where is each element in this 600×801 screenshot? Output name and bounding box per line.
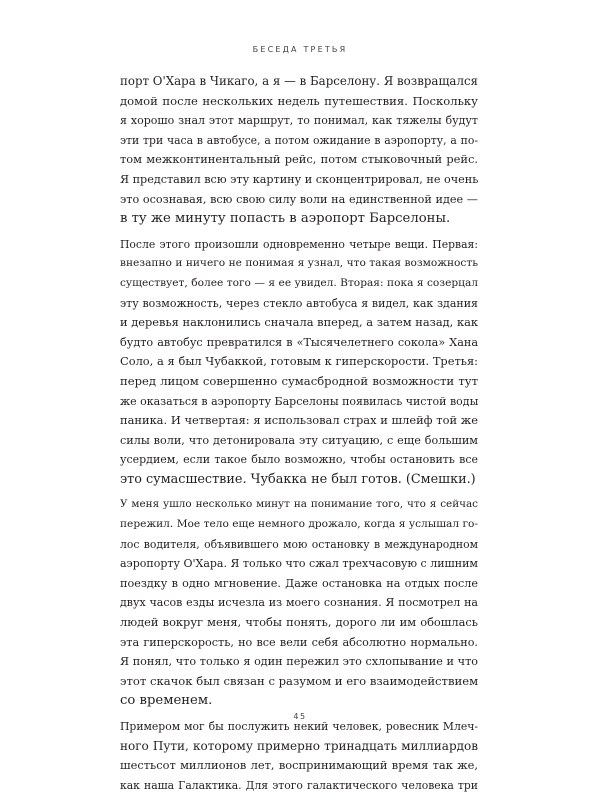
text-line: внезапно и ничего не понимая я узнал, что такая возможность	[120, 257, 478, 270]
text-line: пережил. Мое тело еще немного дрожало, когда я услышал го-	[120, 518, 478, 531]
paragraph	[120, 72, 478, 229]
text-line: паника. И четвертая: я использовал страх и шлейф той же	[120, 413, 478, 428]
text-line: аэропорту О'Хара. Я только что сжал трехчасовую с лишним	[120, 557, 478, 571]
text-line: Соло, а я был Чубаккой, готовым к гиперскорости. Третья:	[120, 354, 478, 369]
text-line: порт О'Хара в Чикаго, а я — в Барселону. Я возвращался	[120, 74, 478, 88]
text-line: людей вокруг меня, чтобы понять, дорого ли им обошлась	[120, 615, 478, 630]
running-head: БЕСЕДА ТРЕТЬЯ	[252, 45, 348, 54]
text-line: я хорошо знал этот маршрут, то понимал, как тяжелы будут	[120, 114, 478, 128]
text-line: ного Пути, которому примерно тринадцать миллиардов	[120, 738, 478, 753]
text-line: как наша Галактика. Для этого галактического человека три	[120, 778, 478, 792]
text-line: поездку в одно мгновение. Даже остановка на отдых после	[120, 576, 478, 590]
paragraph	[120, 717, 478, 795]
text-line: в ту же минуту попасть в аэропорт Барселоны.	[120, 211, 451, 227]
text-line: это осознавая, всю свою силу воли на единственной идее —	[120, 192, 478, 206]
text-line: существует, более того — я ее увидел. Вторая: пока я созерцал	[120, 276, 478, 289]
text-line: У меня ушло несколько минут на понимание того, что я сейчас	[120, 498, 478, 511]
text-line: этот скачок был связан с разумом и его взаимодействием	[120, 673, 479, 688]
body-text	[120, 72, 478, 801]
text-line: том межконтинентальный рейс, потом стыковочный рейс.	[120, 152, 478, 167]
paragraph	[120, 495, 478, 711]
text-line: двух часов езды исчезла из моего сознания. Я посмотрел на	[120, 596, 478, 610]
text-line: со временем.	[120, 693, 213, 709]
text-line: перед лицом совершенно сумасбродной возможности тут	[120, 373, 478, 388]
text-line: и деревья наклонились сначала вперед, а затем назад, как	[120, 315, 478, 330]
text-line: Я представил всю эту картину и сконцентрировал, не очень	[120, 172, 479, 186]
text-line: домой после нескольких недель путешествия. Поскольку	[120, 93, 478, 108]
text-line: силы воли, что детонировала эту ситуацию, с еще большим	[120, 433, 478, 447]
text-line: же оказаться в аэропорту Барселоны появилась чистой воды	[120, 394, 479, 408]
text-line: Я понял, что только я один пережил это схлопывание и что	[120, 655, 478, 669]
text-line: шестьсот миллионов лет, воспринимающий время так же,	[120, 758, 478, 773]
text-line: это сумасшествие. Чубакка не был готов. (Смешки.)	[120, 471, 476, 487]
text-line: лос водителя, объявившего мою остановку в международном	[120, 537, 478, 551]
text-line: будто автобус превратился в «Тысячелетнего сокола» Хана	[120, 335, 478, 349]
text-line: усердием, если такое было возможно, чтобы остановить все	[120, 453, 478, 467]
text-line: эту возможность, через стекло автобуса я видел, как здания	[120, 296, 478, 310]
text-line: эти три часа в автобусе, а потом ожидание в аэропорту, а по-	[120, 133, 478, 147]
text-line: эта гиперскорость, но все вели себя абсолютно нормально.	[120, 635, 478, 649]
text-line: После этого произошли одновременно четыре вещи. Первая:	[120, 237, 478, 251]
page-number: 45	[293, 712, 307, 721]
paragraph	[120, 235, 478, 490]
text-line: Примером мог бы послужить некий человек, ровесник Млеч-	[120, 720, 478, 733]
